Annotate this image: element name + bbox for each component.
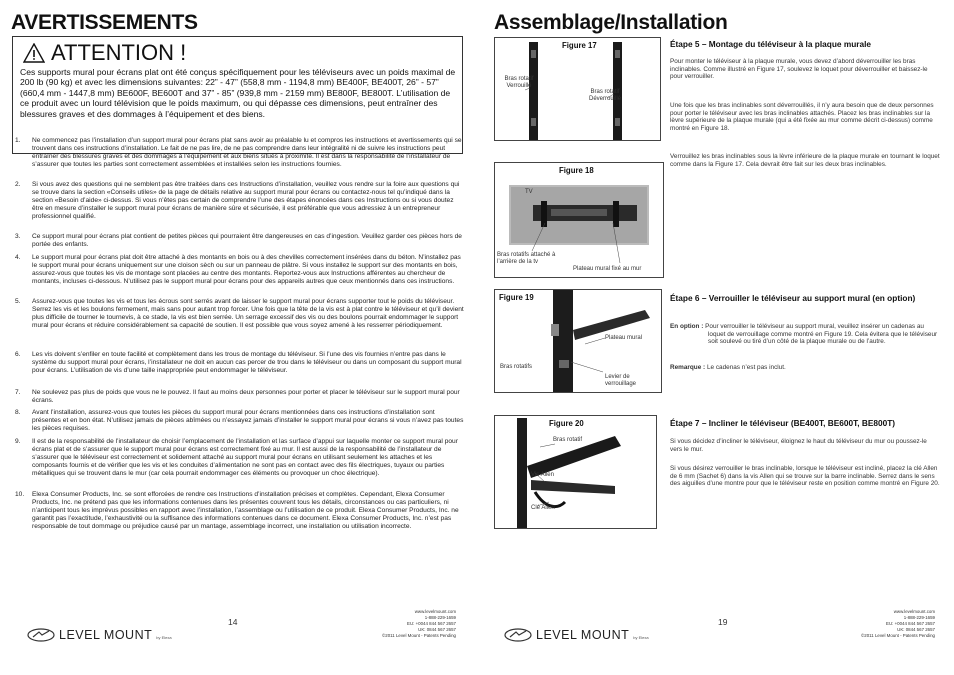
- step-6-paragraph-1: En option : Pour verrouiller le téléviseur au support mural, veuillez insérer un cadenas au loquet de verrouillage comme montré en Figure 19. Cela évitera que le téléviseur soit soulevé ou tiré d’un côté de la plaque murale ou de l’autre.: [670, 323, 938, 346]
- label-screw: Vis Allen: [531, 472, 554, 478]
- page-number: 14: [228, 617, 238, 627]
- figure-title: Figure 19: [499, 293, 534, 302]
- label-unlocked-arm: Bras rotatif Déverrouillé: [588, 89, 621, 102]
- logo-subtext: by Elexa: [156, 635, 172, 640]
- level-mount-logo-icon: [27, 628, 55, 642]
- attention-title: [23, 40, 186, 66]
- logo-text: LEVEL MOUNT: [59, 628, 153, 642]
- contact-info: www.levelmount.com 1-888-229-1659 EU: +0044 844 567 2657 UK: 0844 567 2657 ©2011 Level Mount - Patents Pending: [861, 609, 935, 638]
- page-number: 19: [718, 617, 728, 627]
- step-6-heading: Étape 6 – Verrouiller le téléviseur au support mural (en option): [670, 293, 916, 303]
- step-7-heading: Étape 7 – Incliner le téléviseur (BE400T, BE600T, BE800T): [670, 418, 896, 428]
- brand-logo: [27, 628, 172, 642]
- label-key: Clé Allen: [531, 505, 555, 511]
- warning-icon: [23, 43, 45, 63]
- label-arms: Bras rotatifs: [500, 364, 533, 370]
- figure-title: Figure 18: [559, 166, 594, 175]
- figure-19: [494, 289, 662, 393]
- label-lever: Levier de verrouillage: [605, 374, 637, 387]
- logo-text: LEVEL MOUNT: [536, 628, 630, 642]
- right-page: [477, 0, 954, 675]
- step-5-heading: Étape 5 – Montage du téléviseur à la plaque murale: [670, 39, 872, 49]
- figure-17: [494, 37, 661, 141]
- step-5-paragraph-2: Une fois que les bras inclinables sont déverrouillés, il n’y aura besoin que de deux personnes pour porter le téléviseur avec les bras inclinables attachés. Placez les bras inclinables sur la lèvre supérieure de la plaque murale (qui a été fixée au mur comme décrit ci-dessus) comme montré en Figure 18.: [670, 102, 934, 133]
- label-locked-arm: Bras rotatif Verrouillé: [504, 76, 534, 89]
- step-5-paragraph-1: Pour monter le téléviseur à la plaque murale, vous devez d’abord déverrouiller les bras inclinables. Comme illustré en Figure 17, soulevez le loquet pour déverrouiller et baissez-le pour verrouiller.: [670, 58, 928, 81]
- contact-info: www.levelmount.com 1-888-229-1659 EU: +0044 844 567 2657 UK: 0844 567 2657 ©2011 Level Mount - Patents Pending: [382, 609, 456, 638]
- attention-text: Ces supports mural pour écrans plat ont été conçus spécifiquement pour les téléviseurs avec un poids maximal de 200 lb (90 kg) et avec les dimensions suivantes: 22” - 47” (558,8 mm - 1194,8 mm) BE400F, BE400T, 26” - 57” (660,4 mm - 1447,8 mm) BE600F, BE600T and 37” - 85” (939,8 mm - 2159 mm) BE800F, BE800T. L’utilisation de ce produit avec un lourd télévision que le poids maximum, ou qui dépasse ces dimensions, peut entraîner des blessures graves et des dommages à l’équipement et des biens.: [20, 67, 456, 119]
- brand-logo: [504, 628, 649, 642]
- tilt-lock-illustration: [495, 416, 657, 529]
- label-tv: TV: [525, 189, 533, 195]
- figure-18: [494, 162, 664, 278]
- label-plate: Plateau mural fixé au mur: [573, 266, 642, 272]
- level-mount-logo-icon: [504, 628, 532, 642]
- logo-subtext: by Elexa: [633, 635, 649, 640]
- attention-title-text: ATTENTION !: [51, 40, 187, 65]
- step-6-paragraph-2: Remarque : Le cadenas n’est pas inclut.: [670, 364, 786, 371]
- step-7-paragraph-2: Si vous désirez verrouiller le bras inclinable, lorsque le téléviseur est incliné, placez la clé Allen de 6 mm (Sachet 6) dans la vis Allen qui se trouve sur la barre inclinable. Serrez dans le sens des aiguilles d’une montre pour que le téléviseur reste en position comme montré en Figure 20.: [670, 465, 940, 488]
- page-title: Assemblage/Installation: [494, 11, 728, 34]
- page-title: AVERTISSEMENTS: [11, 11, 198, 34]
- label-plate: Plateau mural: [605, 335, 643, 341]
- step-5-paragraph-3: Verrouillez les bras inclinables sous la lèvre inférieure de la plaque murale en tournant le loquet comme dans la Figure 17. Cela devrait être fait sur les deux bras inclinables.: [670, 153, 940, 168]
- figure-title: Figure 20: [549, 419, 584, 428]
- figure-20: [494, 415, 657, 529]
- figure-title: Figure 17: [562, 41, 597, 50]
- label-arm: Bras rotatif: [553, 437, 583, 443]
- left-page: AVERTISSEMENTS ATTENTION ! Ces supports mural pour écrans plat ont été conçus spécifiquement pour les téléviseurs avec un poids maximal de 200 lb (90 kg) et avec les dimensions suivantes: 22” - 47” (558,8 mm - 1194,8 mm) BE400F, BE400T, 26” - 57” (660,4 mm - 1447,8 mm) BE600F, BE600T and 37” - 85” (939,8 mm - 2159 mm) BE800F, BE800T. L’utilisation de ce produit avec un lourd télévision que le poids maximum, ou qui dépasse ces dimensions, peut entraîner des blessures graves et des dommages à l’équipement et des biens. 1. Ne commencez pas l’installation d’un support mural pour écrans plat sans avoir au préalable lu et compros les instructions et avertissements qui se trouvent dans ces instructions d’installation. Le fait de ne pas lire, de ne pas comprendre dans leur intégralité ni de suivre les instructions peut entraîner des blessures graves et des dommages à l’équipement et aux biens situés à proximité. Il est dans la responsabilité de l’installateur de s’assurer que toutes les parties sont correctement assemblées et installées selon les instructions fournies. 2. Si vous avez des questions qui ne semblent pas être traitées dans ces Instructions d’installation, veuillez vous rendre sur la foire aux questions qui se trouve dans la section «Conseils utiles» de la page de détails relative au support mural pour écrans ou contactez-nous tel qu’indiqué dans la section «Besoin d’aide» ci-dessus. Si vous n’êtes pas certain de comprendre l’une des étapes énoncées dans ces Instructions ou si vous doutez être en mesure d’installer le support mural pour écrans de manière sûre et sécurisée, il est préférable que vous adressiez à un entrepreneur professionnel qualifié. 3. Ce support mural pour écrans plat contient de petites pièces qui pourraient être dangereuses en cas d’ingestion. Veuillez garder ces pièces hors de portée des enfants. 4. Le support mural pour écrans plat doit être attaché à des montants en bois ou à des chevilles correctement insérées dans du béton. N’installez pas le support mural pour écrans uniquement sur une cloison sèch ou sur un panneau de plâtre. Si vous installez le support sur des montants en bois, assurez-vous que toutes les vis de montage sont placées au centre des montants. Reportez-vous aux Instructions afférentes au chercheur de montants, incluses ci-dessous. N’utilisez pas le support mural pour écrans pour des appareils autres que ceux mentionnés dans ces instructions. 5. Assurez-vous que toutes les vis et tous les écrous sont serrés avant de laisser le support mural pour écrans supporter tout le poids du téléviseur. Serrez les vis et les boulons fermement, mais sans pour autant trop forcer. Une fois que la tête de la vis est à plat contre le téléviseur et qu’il devient plus difficile de tourner le tournevis, à ce stade, la vis est bien serrée. Un serrage excessif des vis ou des boulons pourrait endommager le support mural pour écrans et réduire considérablement sa capacité de soutien. Il est possible que vous soyez amené à les resserrer périodiquement. 6. Les vis doivent s’enfiler en toute facilité et complètement dans les trous de montage du téléviseur. Si l’une des vis fournies n’entre pas dans le système du support mural pour écrans, l’installateur ne doit en aucun cas percer de trou dans le téléviseur ou dans un composant du support mural pour écrans. L’utilisation de vis d’une taille inappropriée peut endommager le téléviseur. 7. Ne soulevez pas plus de poids que vous ne le pouvez. Il faut au moins deux personnes pour porter et placer le téléviseur sur le support mural pour écrans. 8. Avant l’installation, assurez-vous que toutes les pièces du support mural pour écrans mentionnées dans ces instructions d’installation sont présentes et en bon état. N’utilisez jamais de pièces abîmées ou n’essayez jamais d’installer le support mural pour écrans si vous n’avez pas toutes les pièces requises. 9. Il est de la responsabilité de l’installateur de choisir l’emplacement de l’installation et las surface d’appui sur laquelle monter ce support mural pour écrans plat et de s’assurer que le support mural pour écrans est correctement fixé au mur. Il est aussi de la responsabilité de l’installateur de s’assurer que le téléviseur est correctement et solidement attaché au support mural pour écrans en utilisant seulement les attaches et les composants fournis et de vérifier que les vis et les conduites d’alimentation ne sont pas en contact avec des fils électriques, tuyaux ou parties métalliques qui se trouvent dans le mur (car cela pourrait endommager ces éléments ou provoquer un choc électrique). 10. Elexa Consumer Products, Inc. se sont efforcées de rendre ces Instructions d’installation précises et complètes. Cependant, Elexa Consumer Products, Inc. ne prétend pas que les informations contenues dans les présentes couvrent tous les détails, circonstances ou cas particuliers, ni n’anticipent tous les imprévus possibles en rapport avec l’installation, l’assemblage ou l’utilisation de ce produit. Elexa Consumer Products, Inc. ne garantit pas l’exactitude, l’exhaustivité ou la suffisance des informations contenues dans ce document. Elexa Consumer Products, Inc. n’est pas responsable de tout dommage ou préjudice causé par un mantage, assemblage incorrect, une installation ou utilisation incorrecte. LEVEL MOUNT by Elexa 14 www.levelmount.com 1-888-229-1659 EU: +0044 844 567 2657 UK: 0844 567 2657 ©2011 Level Mount - Patents Pending: [11, 11, 464, 642]
- label-arms: Bras rotatifs attaché à l’arrière de la tv: [497, 252, 556, 265]
- step-7-paragraph-1: Si vous décidez d’incliner le téléviseur, éloignez le haut du téléviseur du mur ou poussez-le vers le mur.: [670, 438, 927, 453]
